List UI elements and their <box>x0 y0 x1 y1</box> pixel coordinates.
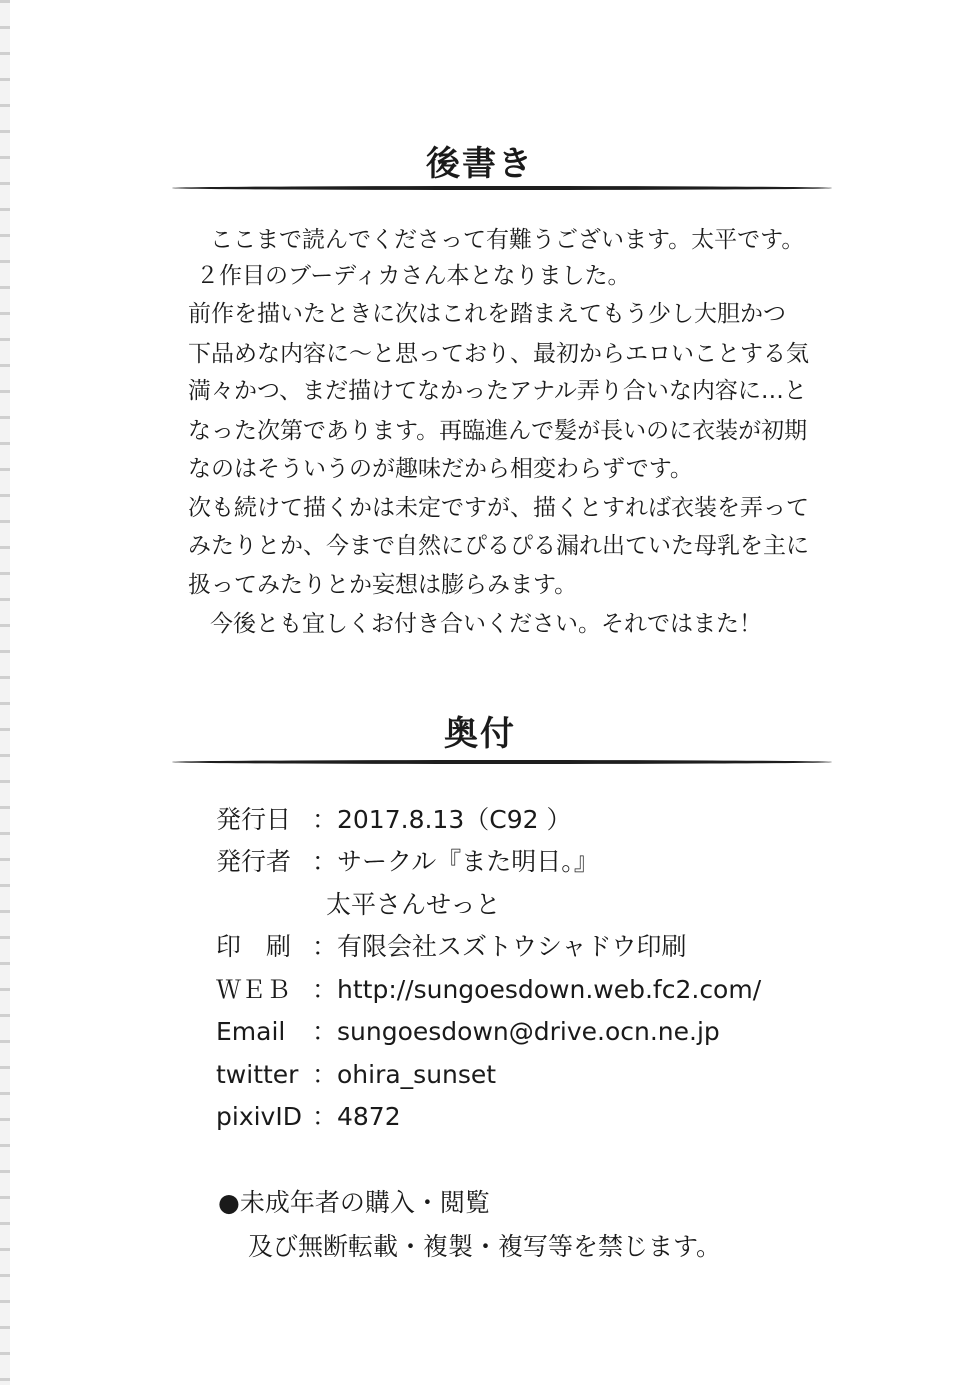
afterword-line: 下品めな内容に〜と思っており、最初からエロいことする気 <box>188 341 809 367</box>
colophon-label-pixiv: pixivID <box>216 1102 302 1131</box>
colophon-value-publisher: ：サークル『また明日。』 <box>312 847 599 876</box>
colophon-label-email: Email <box>216 1017 286 1046</box>
colophon-label-web: ＷＥＢ <box>216 975 292 1004</box>
colophon-label-twitter: twitter <box>216 1060 299 1089</box>
afterword-line: 次も続けて描くかは未定ですが、描くとすれば衣装を弄って <box>188 495 809 521</box>
afterword-line: なのはそういうのが趣味だから相変わらずです。 <box>188 456 693 482</box>
colophon-value-twitter: ：ohira_sunset <box>312 1060 497 1089</box>
afterword-line: みたりとか、今まで自然にぴるぴる漏れ出ていた母乳を主に <box>188 533 809 559</box>
afterword-title: 後書き <box>426 144 534 184</box>
afterword-line: なった次第であります。再臨進んで髪が長いのに衣装が初期 <box>188 418 808 444</box>
afterword-line: 前作を描いたときに次はこれを踏まえてもう少し大胆かつ <box>188 301 786 327</box>
colophon-value-web: ：http://sungoesdown.web.fc2.com/ <box>312 975 762 1004</box>
copyright-notice: 及び無断転載・複製・複写等を禁じます。 <box>248 1232 722 1261</box>
afterword-line: ここまで読んでくださって有難うございます。太平です。 <box>210 227 805 253</box>
colophon-label-publisher: 発行者 <box>216 847 292 876</box>
colophon-value-email: ：sungoesdown@drive.ocn.ne.jp <box>312 1017 720 1046</box>
afterword-rule <box>172 186 832 190</box>
colophon-value-publisher-name: 太平さんせっと <box>326 890 501 919</box>
colophon-value-issue-date: ：2017.8.13（C92 ） <box>312 805 572 834</box>
colophon-label-issue-date: 発行日 <box>216 805 292 834</box>
colophon-value-printer: ：有限会社スズトウシャドウ印刷 <box>312 932 687 961</box>
colophon-value-pixiv: ：4872 <box>312 1102 401 1131</box>
afterword-line: ２作目のブーディカさん本となりました。 <box>196 263 631 289</box>
colophon-label-printer: 印 刷 <box>216 932 292 961</box>
colophon-title: 奥付 <box>444 714 516 754</box>
age-restriction-notice: ●未成年者の購入・閲覧 <box>218 1188 490 1217</box>
afterword-line: 扱ってみたりとか妄想は膨らみます。 <box>188 572 578 598</box>
colophon-rule <box>172 760 832 764</box>
binding-edge <box>0 0 10 1385</box>
afterword-line: 満々かつ、まだ描けてなかったアナル弄り合いな内容に…と <box>188 378 807 404</box>
afterword-line: 今後とも宜しくお付き合いください。それではまた！ <box>210 611 762 637</box>
